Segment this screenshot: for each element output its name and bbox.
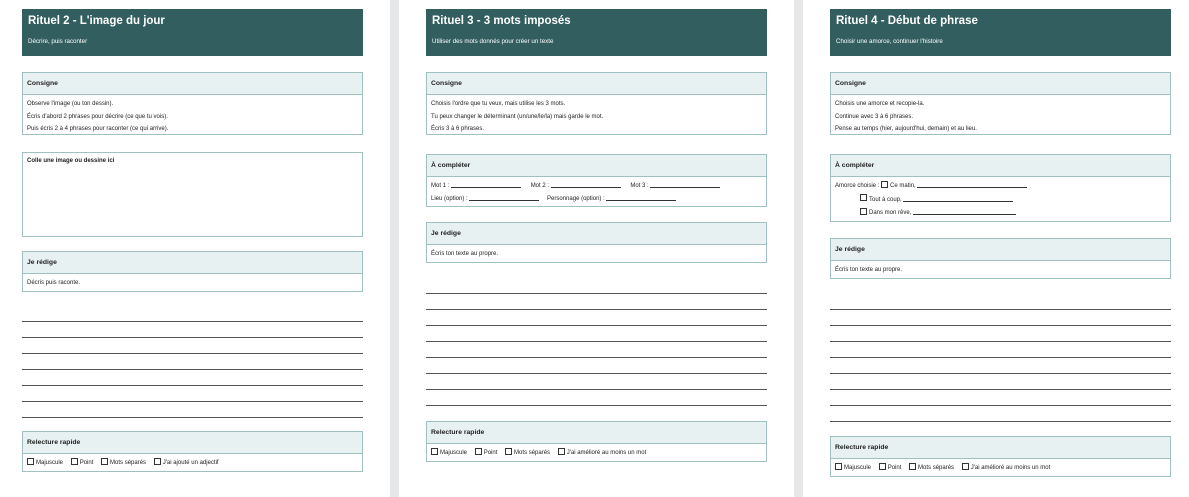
completer-label: À compléter	[427, 155, 766, 177]
checkbox-point[interactable]	[475, 450, 498, 456]
mot3-field[interactable]	[650, 181, 720, 188]
redige-text: Écris ton texte au propre.	[431, 251, 499, 257]
mot3-label: Mot 3 :	[630, 183, 649, 189]
consigne-line: Continue avec 3 à 6 phrases.	[835, 113, 914, 120]
consigne-line: Pense au temps (hier, aujourd'hui, demain) et au lieu.	[835, 126, 977, 132]
lieu-field[interactable]	[469, 194, 539, 201]
amorce-text: Dans mon rêve,	[869, 210, 912, 216]
writing-line[interactable]	[830, 389, 1171, 390]
relecture-box	[22, 431, 363, 472]
checkbox-label: Majuscule	[36, 460, 64, 466]
checkbox-adjectif[interactable]	[154, 460, 219, 466]
checkbox-icon	[879, 463, 886, 470]
mot1-label: Mot 1 :	[431, 183, 450, 189]
writing-line[interactable]	[22, 353, 363, 354]
checkbox-ameliore[interactable]	[962, 465, 1051, 471]
redige-label: Je rédige	[831, 239, 1170, 261]
amorce-option-ce-matin[interactable]	[881, 183, 916, 189]
writing-line[interactable]	[830, 373, 1171, 374]
completer-label: À compléter	[831, 155, 1170, 177]
checkbox-point[interactable]	[879, 465, 902, 471]
checkbox-icon	[860, 208, 867, 215]
checkbox-label: J'ai ajouté un adjectif	[162, 460, 219, 466]
checkbox-icon	[475, 448, 482, 455]
lieu-label: Lieu (option) :	[431, 195, 468, 202]
relecture-box	[830, 436, 1171, 477]
page-title: Rituel 2 - L'image du jour	[28, 15, 165, 27]
writing-line[interactable]	[22, 401, 363, 402]
redige-text: Décris puis raconte.	[27, 280, 81, 286]
relecture-label: Relecture rapide	[23, 432, 362, 454]
writing-line[interactable]	[426, 389, 767, 390]
page-subtitle: Décrire, puis raconter	[28, 38, 88, 45]
amorce-option-dans-mon-reve[interactable]	[860, 210, 911, 216]
redige-box	[426, 222, 767, 263]
writing-line[interactable]	[830, 421, 1171, 422]
checkbox-majuscule[interactable]	[431, 450, 467, 456]
completer-box	[830, 154, 1171, 222]
checkbox-label: Mots séparés	[514, 450, 551, 456]
writing-line[interactable]	[22, 369, 363, 370]
checkbox-icon	[431, 448, 438, 455]
page-title: Rituel 3 - 3 mots imposés	[432, 15, 571, 27]
writing-line[interactable]	[830, 325, 1171, 326]
checkbox-mots-separes[interactable]	[505, 450, 550, 456]
amorce-option-tout-a-coup[interactable]	[860, 197, 902, 203]
writing-line[interactable]	[830, 405, 1171, 406]
checkbox-label: Mots séparés	[110, 460, 147, 466]
consigne-line: Choisis l'ordre que tu veux, mais utilise les 3 mots.	[431, 101, 566, 107]
checkbox-label: J'ai amélioré au moins un mot	[970, 465, 1051, 471]
checkbox-label: Mots séparés	[918, 465, 955, 471]
checkbox-label: Point	[483, 450, 498, 456]
checkbox-label: Point	[79, 460, 94, 466]
page-header	[830, 9, 1171, 56]
checkbox-icon	[909, 463, 916, 470]
mot1-field[interactable]	[451, 181, 521, 188]
relecture-label: Relecture rapide	[427, 422, 766, 444]
checkbox-label: Point	[887, 465, 902, 471]
writing-line[interactable]	[830, 357, 1171, 358]
checkbox-point[interactable]	[71, 460, 94, 466]
checkbox-majuscule[interactable]	[835, 465, 871, 471]
writing-line[interactable]	[22, 417, 363, 418]
page-subtitle: Utiliser des mots donnés pour créer un texte	[432, 38, 554, 45]
writing-line[interactable]	[22, 321, 363, 322]
consigne-box	[426, 72, 767, 135]
writing-line[interactable]	[22, 337, 363, 338]
consigne-line: Observe l'image (ou ton dessin).	[27, 101, 114, 107]
page-subtitle: Choisir une amorce, continuer l'histoire	[836, 38, 943, 45]
consigne-box	[22, 72, 363, 135]
checkbox-label: Majuscule	[440, 450, 468, 456]
consigne-line: Écris 3 à 6 phrases.	[431, 126, 485, 132]
writing-line[interactable]	[426, 357, 767, 358]
writing-line[interactable]	[426, 309, 767, 310]
writing-line[interactable]	[22, 385, 363, 386]
amorce-text: Ce matin,	[890, 183, 916, 189]
writing-line[interactable]	[426, 341, 767, 342]
consigne-line: Choisis une amorce et recopie-la.	[835, 101, 925, 107]
page-header	[426, 9, 767, 56]
checkbox-icon	[101, 458, 108, 465]
amorce-field[interactable]	[913, 208, 1016, 215]
checkbox-icon	[881, 181, 888, 188]
checkbox-majuscule[interactable]	[27, 460, 63, 466]
checkbox-icon	[71, 458, 78, 465]
consigne-line: Puis écris 2 à 4 phrases pour raconter (ce qui arrive).	[27, 126, 169, 132]
writing-line[interactable]	[426, 405, 767, 406]
amorce-field[interactable]	[903, 195, 1013, 202]
redige-box	[830, 238, 1171, 279]
checkbox-icon	[154, 458, 161, 465]
checkbox-ameliore[interactable]	[558, 450, 647, 456]
checkbox-icon	[27, 458, 34, 465]
personnage-field[interactable]	[606, 194, 676, 201]
checkbox-mots-separes[interactable]	[909, 465, 954, 471]
relecture-box	[426, 421, 767, 462]
relecture-label: Relecture rapide	[831, 437, 1170, 459]
worksheet-page-2	[399, 0, 794, 497]
checkbox-icon	[860, 194, 867, 201]
writing-line[interactable]	[426, 373, 767, 374]
checkbox-icon	[835, 463, 842, 470]
mot2-label: Mot 2 :	[530, 183, 550, 189]
writing-line[interactable]	[426, 325, 767, 326]
checkbox-mots-separes[interactable]	[101, 460, 146, 466]
page-title: Rituel 4 - Début de phrase	[836, 15, 978, 27]
checkbox-icon	[505, 448, 512, 455]
checkbox-icon	[558, 448, 565, 455]
redige-label: Je rédige	[23, 252, 362, 274]
consigne-label: Consigne	[427, 73, 766, 95]
amorce-field[interactable]	[917, 181, 1027, 188]
writing-line[interactable]	[830, 309, 1171, 310]
mot2-field[interactable]	[551, 181, 621, 188]
image-box-label: Colle une image ou dessine ici	[23, 153, 362, 169]
consigne-line: Tu peux changer le déterminant (un/une/le/la) mais garde le mot.	[431, 113, 604, 120]
writing-line[interactable]	[830, 341, 1171, 342]
personnage-label: Personnage (option) :	[547, 195, 605, 202]
worksheet-page-1	[0, 0, 390, 497]
consigne-line: Écris d'abord 2 phrases pour décrire (ce que tu vois).	[27, 113, 168, 120]
completer-box	[426, 154, 767, 207]
checkbox-icon	[962, 463, 969, 470]
page-header	[22, 9, 363, 56]
redige-label: Je rédige	[427, 223, 766, 245]
amorce-label: Amorce choisie :	[835, 183, 880, 189]
image-drop-area[interactable]	[22, 152, 363, 237]
worksheet-page-3	[803, 0, 1189, 497]
consigne-label: Consigne	[23, 73, 362, 95]
checkbox-label: J'ai amélioré au moins un mot	[566, 450, 647, 456]
consigne-box	[830, 72, 1171, 135]
amorce-text: Tout à coup,	[869, 196, 902, 203]
consigne-label: Consigne	[831, 73, 1170, 95]
checkbox-label: Majuscule	[844, 465, 872, 471]
writing-line[interactable]	[426, 293, 767, 294]
redige-box	[22, 251, 363, 292]
redige-text: Écris ton texte au propre.	[835, 267, 903, 273]
